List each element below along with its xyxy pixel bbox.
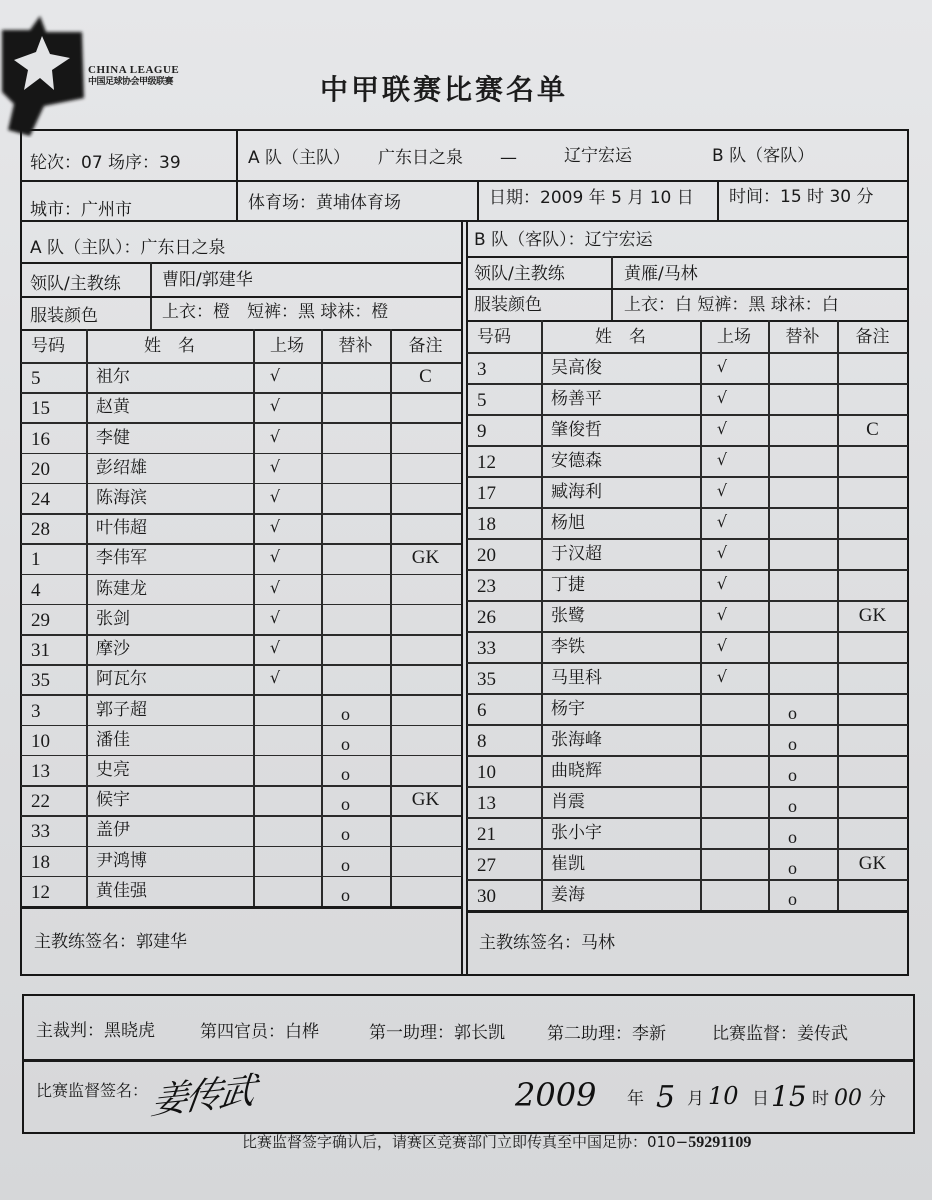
col-header-name: 姓 名: [144, 336, 195, 356]
signature-minute: 00: [834, 1086, 862, 1111]
match-commissioner: 比赛监督：姜传武: [712, 1024, 848, 1044]
team-a-kit-value: 上衣：橙 短裤：黑 球袜：橙: [162, 302, 389, 322]
player-row: [21, 392, 461, 422]
hour-label: 时: [812, 1089, 829, 1109]
player-name: 张鹭: [551, 605, 585, 626]
player-number: 10: [477, 761, 496, 783]
player-note: GK: [411, 547, 440, 569]
player-number: 17: [477, 482, 496, 504]
starter-check-icon: √: [269, 487, 281, 506]
fax-instruction: [242, 1131, 751, 1152]
player-number: 35: [31, 670, 50, 692]
starter-check-icon: √: [716, 666, 728, 686]
player-row: [467, 755, 908, 786]
player-name: 李伟军: [96, 548, 147, 569]
referee: 主裁判：黑晓虎: [36, 1021, 155, 1041]
divider: [467, 910, 908, 913]
col-header-start: 上场: [717, 327, 751, 347]
substitute-mark: o: [788, 764, 797, 785]
divider: [236, 130, 238, 220]
player-number: 12: [477, 451, 496, 473]
player-name: 叶伟超: [96, 518, 147, 539]
player-number: 10: [31, 730, 50, 752]
player-row: [21, 513, 461, 543]
player-number: 13: [477, 792, 496, 814]
substitute-mark: o: [341, 824, 350, 845]
player-number: 6: [477, 699, 487, 721]
player-row: [467, 352, 908, 383]
player-name: 姜海: [551, 884, 585, 905]
starter-check-icon: √: [269, 517, 281, 537]
player-row: [21, 755, 461, 785]
player-name: 曲晓辉: [551, 760, 602, 781]
player-number: 35: [477, 668, 496, 690]
player-name: 张海峰: [551, 729, 602, 750]
player-row: [21, 664, 461, 694]
player-row: [467, 445, 908, 476]
player-row: [21, 725, 461, 755]
player-number: 33: [31, 821, 50, 843]
divider: [467, 256, 908, 258]
china-league-logo-icon: [0, 12, 92, 138]
player-name: 陈建龙: [96, 578, 147, 599]
player-number: 16: [31, 428, 50, 450]
substitute-mark: o: [788, 826, 797, 847]
col-header-note: 备注: [855, 327, 890, 347]
player-row: [467, 476, 908, 507]
signature-year: 2009: [515, 1076, 597, 1114]
player-row: [21, 604, 461, 634]
team-b-coach-signature: 主教练签名：马林: [479, 933, 615, 953]
year-label: 年: [627, 1089, 644, 1109]
player-number: 27: [477, 854, 496, 876]
player-row: [467, 662, 908, 693]
team-b-kit-value: 上衣：白 短裤：黑 球袜：白: [624, 295, 839, 315]
player-note: C: [866, 418, 879, 440]
starter-check-icon: √: [269, 638, 281, 658]
player-number: 18: [477, 513, 496, 535]
col-header-sub: 替补: [785, 327, 820, 347]
team-a-coach-signature: 主教练签名：郭建华: [34, 932, 187, 952]
player-name: 安德森: [551, 450, 602, 471]
col-header-sub: 替补: [338, 336, 373, 356]
col-header-start: 上场: [270, 336, 304, 356]
player-number: 22: [31, 791, 50, 813]
player-row: [467, 724, 908, 755]
substitute-mark: o: [341, 733, 350, 754]
player-row: [21, 634, 461, 664]
divider: [20, 220, 908, 222]
starter-check-icon: √: [269, 577, 281, 597]
player-name: 彭绍雄: [96, 457, 147, 478]
commissioner-signature-label: 比赛监督签名：: [36, 1081, 149, 1100]
player-name: 赵黄: [96, 397, 130, 418]
player-name: 史亮: [96, 760, 130, 780]
match-date: 日期：2009 年 5 月 10 日: [489, 188, 694, 208]
substitute-mark: o: [788, 795, 797, 816]
player-name: 杨善平: [551, 388, 602, 409]
starter-check-icon: √: [716, 511, 728, 531]
divider: [20, 262, 462, 264]
starter-check-icon: √: [716, 449, 728, 469]
player-number: 9: [477, 420, 487, 442]
player-name: 盖伊: [96, 820, 130, 841]
player-name: 杨宇: [551, 698, 585, 719]
player-name: 潘佳: [96, 729, 130, 750]
substitute-mark: o: [341, 854, 350, 875]
divider: [477, 180, 479, 220]
team-b-header: B 队（客队）：辽宁宏运: [474, 230, 653, 250]
fax-instruction-text: 比赛监督签字确认后，请赛区竞赛部门立即传真至中国足协：010−: [242, 1133, 689, 1151]
player-number: 5: [31, 368, 41, 390]
starter-check-icon: √: [716, 480, 728, 500]
player-note: GK: [858, 604, 887, 626]
player-row: [21, 694, 461, 724]
logo-text-cn: 中国足球协会甲级联赛: [88, 77, 174, 87]
substitute-mark: o: [788, 888, 797, 909]
player-name: 臧海利: [551, 481, 602, 502]
substitute-mark: o: [788, 857, 797, 878]
player-name: 李健: [96, 427, 130, 448]
player-name: 于汉超: [551, 543, 602, 564]
player-name: 尹鸿博: [96, 850, 147, 871]
starter-check-icon: √: [716, 356, 728, 376]
player-row: [21, 876, 461, 906]
player-number: 20: [477, 544, 496, 566]
starter-check-icon: √: [716, 418, 728, 438]
player-name: 肇俊哲: [551, 419, 602, 440]
starter-check-icon: √: [269, 456, 281, 476]
player-name: 杨旭: [551, 512, 585, 533]
substitute-mark: o: [341, 764, 350, 784]
logo-text-en: CHINA LEAGUE: [88, 64, 180, 76]
player-name: 摩沙: [96, 639, 130, 660]
player-name: 张剑: [96, 608, 130, 629]
player-row: [21, 453, 461, 483]
starter-check-icon: √: [716, 604, 728, 624]
team-a-kit-label: 服装颜色: [30, 306, 98, 326]
player-name: 丁捷: [551, 574, 585, 595]
player-name: 郭子超: [96, 699, 147, 720]
player-number: 12: [31, 881, 50, 903]
player-row: [21, 846, 461, 876]
substitute-mark: o: [341, 884, 350, 905]
player-number: 1: [31, 549, 41, 571]
player-number: 8: [477, 730, 487, 752]
divider: [467, 288, 908, 290]
substitute-mark: o: [788, 702, 797, 723]
league-logo-text: [88, 64, 179, 88]
divider: [20, 906, 462, 909]
player-name: 候宇: [96, 790, 130, 811]
player-row: [21, 574, 461, 604]
player-note: C: [419, 366, 432, 388]
team-a-leader-value: 曹阳/郭建华: [162, 270, 253, 290]
starter-check-icon: √: [269, 607, 281, 627]
commissioner-handwritten-signature: 姜传武: [148, 1070, 257, 1123]
player-row: [21, 815, 461, 845]
signature-month: 5: [656, 1080, 676, 1115]
player-number: 33: [477, 637, 496, 659]
player-name: 吴高俊: [551, 357, 602, 378]
starter-check-icon: √: [269, 366, 281, 386]
player-number: 20: [31, 458, 50, 480]
divider: [20, 296, 462, 298]
starter-check-icon: √: [716, 542, 728, 562]
divider: [20, 180, 908, 182]
player-number: 4: [31, 579, 41, 601]
player-row: [21, 483, 461, 513]
city-info: 城市：广州市: [30, 200, 132, 220]
round-info: 轮次：07 场序：39: [30, 153, 181, 173]
team-b-kit-label: 服装颜色: [474, 295, 542, 315]
team-a-header: A 队（主队）：广东日之泉: [30, 238, 226, 258]
team-a-name: 广东日之泉: [378, 148, 463, 168]
page-title: 中甲联赛比赛名单: [320, 73, 569, 106]
player-number: 13: [31, 761, 50, 782]
substitute-mark: o: [341, 703, 350, 724]
player-name: 黄佳强: [96, 880, 147, 901]
minute-label: 分: [869, 1089, 886, 1109]
match-time: 时间：15 时 30 分: [729, 187, 874, 207]
player-row: [467, 786, 908, 817]
team-b-name: 辽宁宏运: [564, 146, 632, 166]
player-number: 5: [477, 389, 487, 411]
center-divider: [461, 220, 463, 975]
player-number: 3: [477, 358, 487, 380]
fourth-official: 第四官员：白桦: [200, 1022, 319, 1042]
player-row: [467, 569, 908, 600]
team-b-leader-value: 黄雁/马林: [624, 264, 698, 284]
day-label: 日: [752, 1089, 769, 1109]
player-note: GK: [411, 789, 440, 811]
player-row: [21, 422, 461, 452]
player-number: 15: [31, 398, 50, 420]
player-name: 肖震: [551, 791, 585, 812]
divider: [22, 1059, 914, 1062]
divider: [467, 320, 908, 322]
player-name: 张小宇: [551, 822, 602, 843]
player-row: [467, 693, 908, 724]
stadium-info: 体育场：黄埔体育场: [248, 193, 401, 213]
col-header-note: 备注: [408, 336, 443, 356]
starter-check-icon: √: [716, 635, 728, 655]
player-row: [467, 507, 908, 538]
starter-check-icon: √: [269, 426, 281, 446]
player-number: 24: [31, 489, 50, 510]
col-header-number: 号码: [31, 336, 65, 356]
player-name: 崔凯: [551, 853, 585, 874]
player-row: [467, 879, 908, 910]
starter-check-icon: √: [716, 387, 728, 407]
team-b-leader-label: 领队/主教练: [474, 264, 565, 284]
player-name: 马里科: [551, 667, 602, 688]
fax-number: 59291109: [688, 1134, 752, 1151]
team-a-label: A 队（主队）: [248, 148, 351, 168]
team-a-leader-label: 领队/主教练: [30, 274, 121, 294]
player-number: 21: [477, 823, 496, 845]
player-number: 18: [31, 851, 50, 873]
starter-check-icon: √: [269, 547, 281, 567]
player-number: 23: [477, 575, 496, 597]
substitute-mark: o: [341, 794, 350, 815]
signature-day: 10: [708, 1082, 739, 1110]
player-number: 31: [31, 640, 50, 662]
player-row: [467, 538, 908, 569]
player-name: 祖尔: [96, 367, 130, 388]
starter-check-icon: √: [716, 573, 728, 593]
assistant-referee-2: 第二助理：李新: [547, 1024, 666, 1044]
player-number: 26: [477, 606, 496, 628]
player-row: [467, 631, 908, 662]
vs-dash: —: [500, 148, 517, 168]
assistant-referee-1: 第一助理：郭长凯: [369, 1023, 505, 1043]
player-note: GK: [858, 852, 887, 874]
player-name: 陈海滨: [96, 488, 147, 508]
divider: [717, 180, 719, 220]
team-b-label: B 队（客队）: [712, 146, 815, 166]
col-header-number: 号码: [477, 327, 511, 347]
starter-check-icon: √: [269, 668, 281, 688]
month-label: 月: [687, 1089, 704, 1109]
player-name: 李铁: [551, 636, 585, 657]
player-number: 28: [31, 519, 50, 541]
player-row: [467, 817, 908, 848]
col-header-name: 姓 名: [595, 327, 646, 347]
substitute-mark: o: [788, 733, 797, 754]
signature-hour: 15: [771, 1080, 807, 1113]
player-row: [467, 383, 908, 414]
starter-check-icon: √: [269, 396, 281, 416]
player-number: 3: [31, 700, 41, 722]
player-number: 29: [31, 609, 50, 631]
player-name: 阿瓦尔: [96, 669, 147, 690]
player-number: 30: [477, 885, 496, 907]
